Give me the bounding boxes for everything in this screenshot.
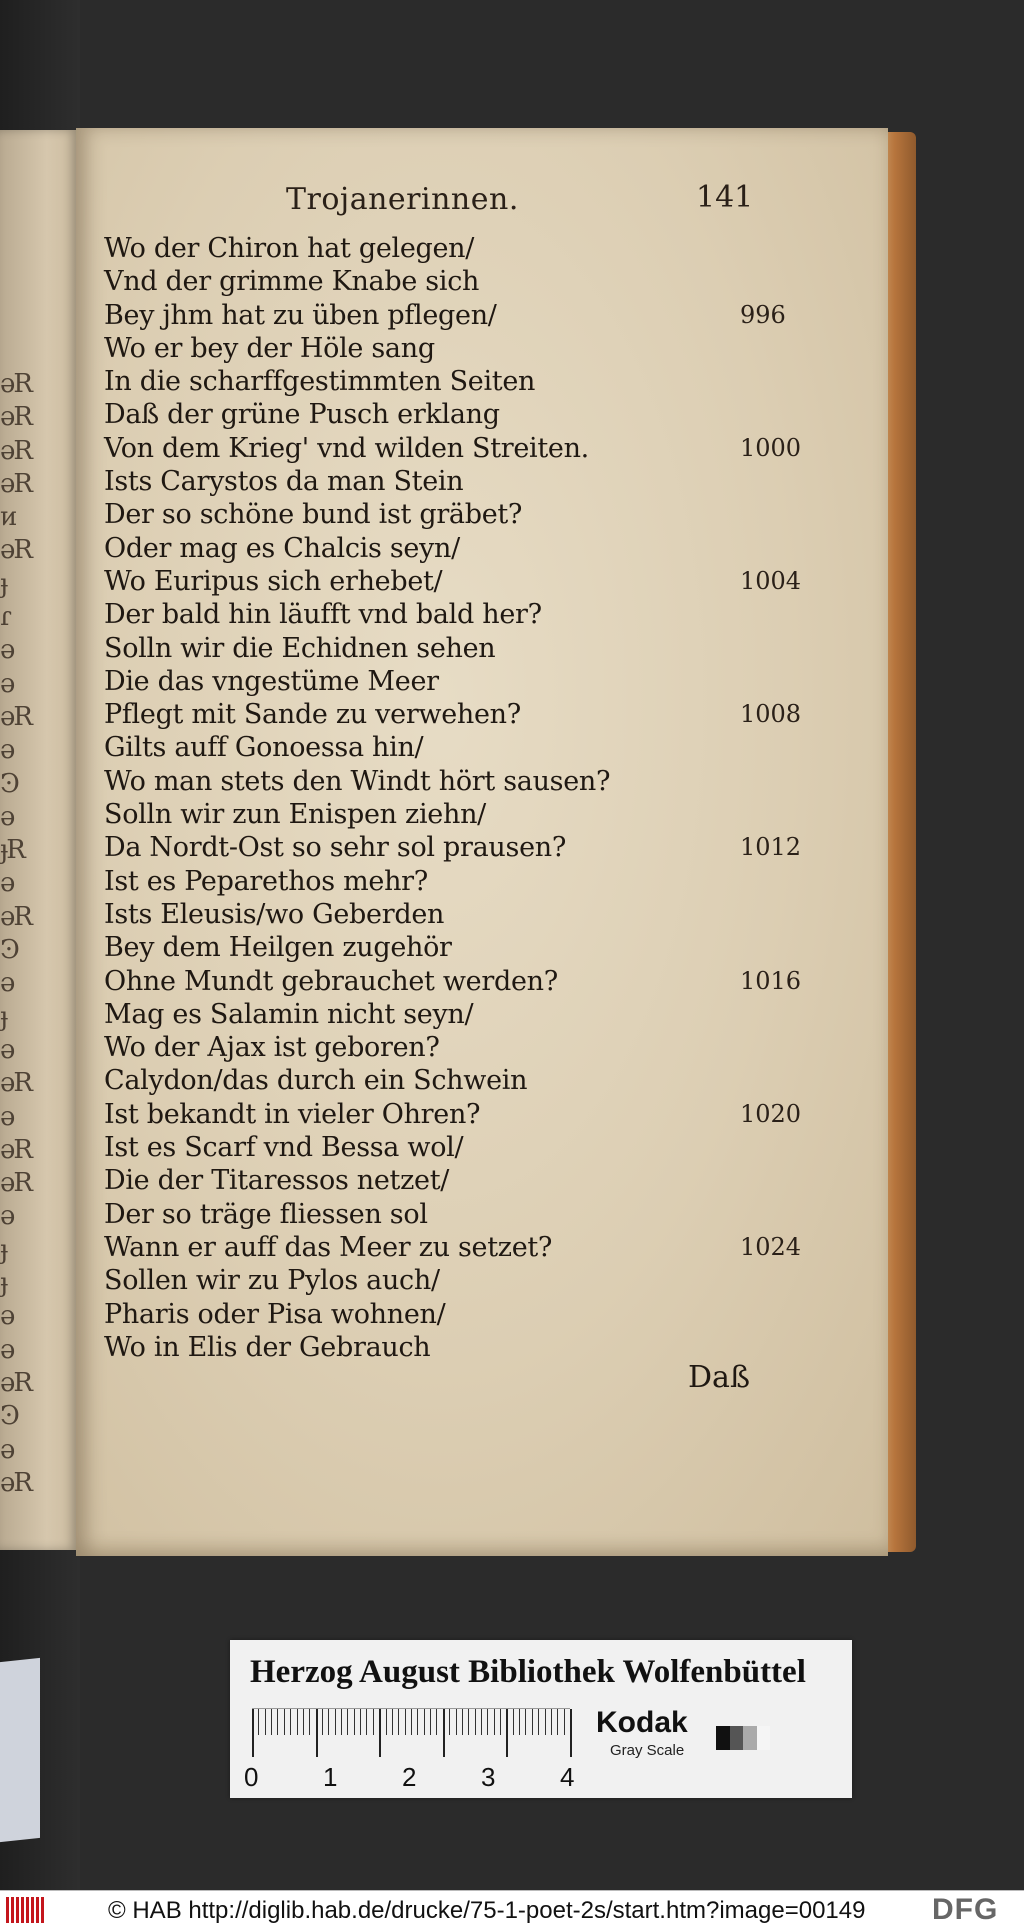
ruler-major-tick <box>570 1709 572 1757</box>
ruler-minor-tick <box>557 1709 558 1735</box>
verse-line: Bey dem Heilgen zugehör <box>104 932 452 964</box>
verse-block <box>104 232 664 1364</box>
source-url[interactable]: © HAB http://diglib.hab.de/drucke/75-1-poet-2s/start.htm?image=00149 <box>108 1897 866 1924</box>
verse-line: Ist es Scarf vnd Bessa wol/ <box>104 1132 464 1164</box>
dfg-logo: DFG <box>932 1893 999 1926</box>
previous-page-fragment: ɟ <box>0 568 7 599</box>
kodak-logo: Kodak <box>596 1706 688 1739</box>
gray-patch <box>730 1726 744 1750</box>
previous-page-fragment: ǝ <box>0 735 14 766</box>
verse-line: Der so schöne bund ist gräbet? <box>104 499 523 531</box>
verse-line: Gilts auff Gonoessa hin/ <box>104 732 424 764</box>
verse-line-number: 1004 <box>740 567 802 595</box>
ruler-minor-tick <box>411 1709 412 1735</box>
verse-line: Pharis oder Pisa wohnen/ <box>104 1298 446 1330</box>
color-scale-card <box>230 1640 852 1798</box>
running-head: Trojanerinnen. <box>286 182 519 217</box>
previous-page-fragment: Ͽ <box>0 1401 18 1432</box>
ruler-minor-tick <box>500 1709 501 1735</box>
ruler-minor-tick <box>309 1709 310 1735</box>
ruler-minor-tick <box>424 1709 425 1735</box>
previous-page-fragment: ǝ <box>0 1434 14 1465</box>
ruler-minor-tick <box>405 1709 406 1735</box>
ruler-minor-tick <box>525 1709 526 1735</box>
ruler-minor-tick <box>341 1709 342 1735</box>
previous-page-fragment: ǝR <box>0 435 31 466</box>
previous-page-fragment: ɟR <box>0 835 24 866</box>
ruler-minor-tick <box>386 1709 387 1735</box>
verse-line: Pflegt mit Sande zu verwehen? <box>104 699 521 731</box>
ruler-minor-tick <box>494 1709 495 1735</box>
previous-page-fragment: ᴎ <box>0 502 16 533</box>
ruler-minor-tick <box>468 1709 469 1735</box>
previous-page-fragment: Ͽ <box>0 768 18 799</box>
viewer-footer <box>0 1890 1024 1929</box>
ruler-minor-tick <box>513 1709 514 1735</box>
verse-line: Bey jhm hat zu üben pflegen/ <box>104 299 497 331</box>
verse-line: Ohne Mundt gebrauchet werden? <box>104 965 558 997</box>
verse-line: Von dem Krieg' vnd wilden Streiten. <box>104 432 589 464</box>
verse-line: Oder mag es Chalcis seyn/ <box>104 532 460 564</box>
hab-logo-icon <box>6 1897 46 1923</box>
previous-page-fragment: ǝR <box>0 1467 31 1498</box>
verse-line-number: 1020 <box>740 1099 802 1128</box>
verse-line-number: 1008 <box>740 700 802 729</box>
catchword: Daß <box>688 1360 750 1395</box>
ruler-minor-tick <box>456 1709 457 1735</box>
ruler-minor-tick <box>449 1709 450 1735</box>
gray-patches <box>716 1726 770 1750</box>
verse-line: Wo er bey der Höle sang <box>104 332 435 364</box>
ruler-minor-tick <box>354 1709 355 1735</box>
verse-line: Ists Carystos da man Stein <box>104 466 464 498</box>
gray-patch <box>716 1726 730 1750</box>
ruler-minor-tick <box>487 1709 488 1735</box>
ruler-minor-tick <box>551 1709 552 1735</box>
verse-line: Daß der grüne Pusch erklang <box>104 399 500 431</box>
previous-page-fragment: ǝR <box>0 901 31 932</box>
ruler-major-tick <box>316 1709 318 1757</box>
ruler-minor-tick <box>417 1709 418 1735</box>
ruler-major-tick <box>443 1709 445 1757</box>
previous-page-fragment: ǝ <box>0 1334 14 1365</box>
previous-page-fragment: ǝ <box>0 635 14 666</box>
gray-patch <box>757 1726 771 1750</box>
previous-page-fragment: Ͽ <box>0 935 18 966</box>
ruler-minor-tick <box>347 1709 348 1735</box>
verse-line: In die scharffgestimmten Seiten <box>104 366 536 398</box>
ruler-minor-tick <box>271 1709 272 1735</box>
ruler-major-tick <box>252 1709 254 1757</box>
ruler-minor-tick <box>475 1709 476 1735</box>
previous-page-fragment: ǝ <box>0 1101 14 1132</box>
ruler-minor-tick <box>430 1709 431 1735</box>
ruler-major-tick <box>506 1709 508 1757</box>
ruler-minor-tick <box>360 1709 361 1735</box>
verse-line: Wo man stets den Windt hört sausen? <box>104 765 611 797</box>
previous-page-fragment: ɟ <box>0 1234 7 1265</box>
ruler-number: 3 <box>481 1762 496 1792</box>
verse-line: Wo der Ajax ist geboren? <box>104 1032 440 1064</box>
previous-page-fragment: ǝR <box>0 535 31 566</box>
ruler-minor-tick <box>284 1709 285 1735</box>
ruler-minor-tick <box>538 1709 539 1735</box>
verse-line-number: 1016 <box>740 966 802 995</box>
previous-page-fragment: ǝR <box>0 402 31 433</box>
verse-line-number: 1012 <box>740 833 802 862</box>
ruler-minor-tick <box>322 1709 323 1735</box>
verse-line: Vnd der grimme Knabe sich <box>104 266 480 298</box>
previous-page-fragment: ǝR <box>0 369 31 399</box>
previous-page-fragment: ɟ <box>0 1268 7 1299</box>
ruler-minor-tick <box>297 1709 298 1735</box>
ruler-minor-tick <box>366 1709 367 1735</box>
previous-page-fragment: ɾ <box>0 602 10 633</box>
ruler-minor-tick <box>303 1709 304 1735</box>
previous-page-fragment: ǝ <box>0 968 14 999</box>
previous-page-fragment: ǝR <box>0 1134 31 1165</box>
ruler-number: 4 <box>560 1762 575 1792</box>
previous-page-edge <box>0 130 78 1550</box>
page-number: 141 <box>696 180 754 215</box>
ruler-minor-tick <box>277 1709 278 1735</box>
grayscale-label: Gray Scale <box>610 1742 685 1759</box>
previous-page-fragment: ǝR <box>0 468 31 499</box>
ruler-minor-tick <box>258 1709 259 1735</box>
verse-line: Wann er auff das Meer zu setzet? <box>104 1231 553 1263</box>
library-name: Herzog August Bibliothek Wolfenbüttel <box>250 1654 806 1690</box>
gray-patch <box>743 1726 757 1750</box>
verse-line-number: 1024 <box>740 1233 802 1261</box>
ruler-minor-tick <box>462 1709 463 1735</box>
ruler-minor-tick <box>265 1709 266 1735</box>
verse-line: Solln wir die Echidnen sehen <box>104 632 496 664</box>
ruler-minor-tick <box>481 1709 482 1735</box>
ruler-minor-tick <box>328 1709 329 1735</box>
previous-page-fragment: ǝR <box>0 1168 31 1199</box>
verse-line: Solln wir zun Enispen ziehn/ <box>104 799 486 831</box>
verse-line-number: 996 <box>740 300 786 329</box>
verse-line: Da Nordt-Ost so sehr sol prausen? <box>104 832 567 864</box>
previous-page-glyphs <box>0 368 50 1500</box>
verse-line: Mag es Salamin nicht seyn/ <box>104 998 474 1030</box>
previous-page-fragment: ǝR <box>0 1367 31 1398</box>
ruler-number: 0 <box>244 1762 259 1792</box>
verse-line: Wo der Chiron hat gelegen/ <box>104 233 475 264</box>
verse-line: Der bald hin läufft vnd bald her? <box>104 599 542 631</box>
previous-page-fragment: ǝR <box>0 701 31 732</box>
verse-line: Wo in Elis der Gebrauch <box>104 1331 431 1363</box>
ruler-minor-tick <box>373 1709 374 1735</box>
previous-page-fragment: ǝ <box>0 1201 14 1232</box>
verse-line-number: 1000 <box>740 433 802 462</box>
verse-line: Der so träge fliessen sol <box>104 1198 428 1230</box>
previous-page-fragment: ǝ <box>0 1301 14 1332</box>
previous-page-fragment: ǝR <box>0 1068 31 1099</box>
verse-line: Die der Titaressos netzet/ <box>104 1165 450 1197</box>
verse-line: Die das vngestüme Meer <box>104 665 439 697</box>
verse-line: Ist bekandt in vieler Ohren? <box>104 1098 481 1130</box>
verse-line: Ist es Peparethos mehr? <box>104 865 428 897</box>
measurement-ruler <box>252 1708 570 1763</box>
ruler-number: 2 <box>402 1762 417 1792</box>
previous-page-fragment: ǝ <box>0 1034 14 1065</box>
previous-page-fragment: ɟ <box>0 1001 7 1032</box>
previous-page-fragment: ǝ <box>0 668 14 699</box>
ruler-minor-tick <box>398 1709 399 1735</box>
ruler-minor-tick <box>436 1709 437 1735</box>
ruler-minor-tick <box>392 1709 393 1735</box>
ruler-minor-tick <box>519 1709 520 1735</box>
ruler-minor-tick <box>290 1709 291 1735</box>
side-label-card <box>0 1658 40 1842</box>
ruler-number: 1 <box>323 1762 338 1792</box>
verse-line: Wo Euripus sich erhebet/ <box>104 565 443 597</box>
previous-page-fragment: ǝ <box>0 801 14 832</box>
verse-line: Calydon/das durch ein Schwein <box>104 1065 528 1097</box>
ruler-minor-tick <box>564 1709 565 1735</box>
verse-line: Ists Eleusis/wo Geberden <box>104 898 445 930</box>
ruler-minor-tick <box>545 1709 546 1735</box>
verse-line: Sollen wir zu Pylos auch/ <box>104 1265 440 1297</box>
previous-page-fragment: ǝ <box>0 868 14 899</box>
ruler-minor-tick <box>335 1709 336 1735</box>
ruler-minor-tick <box>532 1709 533 1735</box>
ruler-major-tick <box>379 1709 381 1757</box>
